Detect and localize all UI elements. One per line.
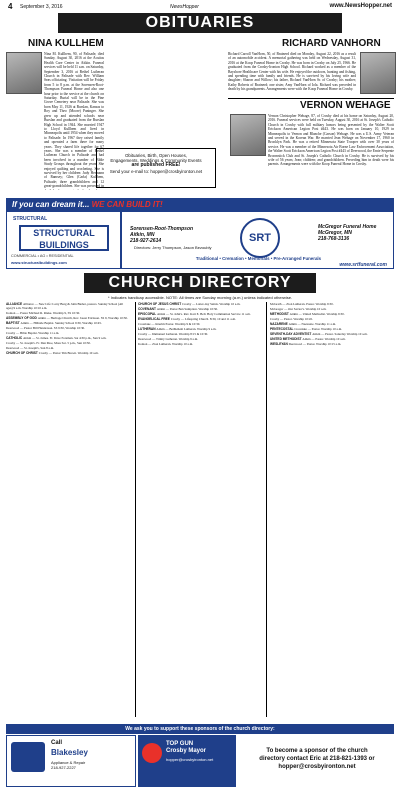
obituary-text-1: Nina M. Kullhem, 90, of Palisade, died Sunday, August 30, 2016 at the Acuitas Health Care Center in Aitkin. Funeral services will be held 11 a.m. on Saturday, September 3, 2016 at Bethel Lutheran Church in Palisade with Rev. William Seas officiating. Visitation will be Friday from 5 to 8 p.m. at the Sorensen-Root-Thompson Funeral Home and also one hour prior to the service at the church on Saturday. Burial will be in the Pine Grove Cemetery near Palisade. She was born May 11, 1926 at Burslan, Kansas to Roy and Theo (Moore) Paninger. She grew up and attended schools near Burslan and graduated from the Burslan High School in 1944. She married 1947 to Lloyd Kullhem and lived in Minneapolis until 1954 when they moved to Palisade. In 1967 they raised family and operated a farm there for many years. They shared life together for 67 years. She was a member of Bethel Lutheran Church in Palisade and had been involved in a number of Bible Study Groups throughout the years. She enjoyed quilting and crocheting. She is survived by her children: Judy Hermann of Ramsey; Glen (Carla) Kullhem, Palisade; three grandchildren and 12 great-grandchildren. She was preceded in xyxy=(44,52,104,189)
church-category: CHURCH OF JESUS CHRIST xyxy=(138,302,183,306)
sponsor-1-phone: 218-927-2227 xyxy=(51,765,76,770)
church-entry xyxy=(138,332,262,336)
church-listing: Deerwood — Pastor. Worship 10:15 a.m. xyxy=(288,342,342,346)
sponsor-top-gun[interactable] xyxy=(138,735,236,787)
church-listing: Crosby — Lifespring Church. 8:30, 10 and 11 a.m. xyxy=(170,317,236,321)
structural-logo: STRUCTURAL BUILDINGS xyxy=(19,225,109,251)
structural-website[interactable]: www.structuralbuildings.com xyxy=(11,260,67,265)
church-entry xyxy=(270,327,394,331)
church-category: ASSEMBLY OF GOD xyxy=(6,316,38,320)
sponsor-2-name: TOP GUN xyxy=(166,741,194,747)
website-link[interactable]: www.NewsHopper.net xyxy=(329,3,392,9)
church-listing: Crosslake — Pastor. Worship 10 a.m. xyxy=(294,327,342,331)
church-entry xyxy=(6,302,130,310)
church-listing: McGregor — Our Savior's. Worship 10 a.m. xyxy=(270,307,327,311)
church-category: ALLIANCE xyxy=(6,302,23,306)
structural-ad[interactable] xyxy=(6,211,121,269)
church-category: NAZARENE xyxy=(270,322,289,326)
sponsor-bar: We ask you to support these sponsors of the church directory: xyxy=(6,724,394,734)
church-category: BAPTIST xyxy=(6,321,21,325)
sponsor-cta-email[interactable]: hopper@crosbyironton.net xyxy=(278,764,356,770)
church-column-2 xyxy=(138,302,262,717)
church-category: CHURCH OF CHRIST xyxy=(6,351,39,355)
church-listing: Ironton — Zion Lutheran. Worship 10 a.m. xyxy=(138,342,194,346)
sponsor-1-details xyxy=(51,760,85,770)
church-category: METHODIST xyxy=(270,312,290,316)
church-listing: Crosby — Pastor Tim Brown. Worship 10 a.m. xyxy=(38,351,99,355)
church-listing: Aitkin — Pastor. Worship 10 a.m. xyxy=(302,337,346,341)
ad-strip-highlight: WE CAN BUILD IT! xyxy=(91,200,163,209)
church-listing: Aitkin — Pastor. Saturday Worship 10 a.m. xyxy=(312,332,368,336)
sponsor-cta-2: directory contact Eric at 218-821-1393 or xyxy=(259,756,375,762)
church-category: UNITED METHODIST xyxy=(270,337,303,341)
church-entry xyxy=(270,312,394,316)
church-entry xyxy=(138,317,262,321)
church-listing: Aitkin — Pastor Ben Sumption. Worship 10:30. xyxy=(156,307,218,311)
church-category: SEVENTH-DAY ADVENTIST xyxy=(270,332,313,336)
church-category: EVANGELICAL FREE xyxy=(138,317,171,321)
church-category: LUTHERAN xyxy=(138,327,157,331)
submit-notice xyxy=(96,148,216,188)
obituary-text-3: Vernon Christopher Wehage, 87, of Crosby died at his home on Saturday, August 20, 2016. Funeral services were held on Tuesday, August 30, 2016 at St. Joseph's Catholic Church in Crosby with full military honors being presented by the Walter Scott Erickson American Legion Post #443. He was born on January 10, 1929 in Minneapolis to Vernon and Blanche (Carson) Wehage. He was a U.S. Army Veteran and served in the Korean War. He married Jean Wehage on November 17, 1960 in Brooklyn Park. He was a retired Minnesota State Trooper with over 30 years of service. He was a member of the Minnesota Air Borne Law Enforcement Association, the Walter Scott Erickson American Legion Post #443 of Deerwood, the Ernie Serpente Broomstick Club and St. Joseph's Catholic Church in Crosby. He is survived by his wife of 56 years; Jean; children; and grandchildren. Preceding him in death were his parents. Arrangements were with the Koop Funeral Home in Crosby. xyxy=(268,114,394,167)
obituary-name-2: RICHARD VANHORN xyxy=(282,38,381,49)
church-listing: Crosby — Bible Baptist. Worship 11 a.m. xyxy=(6,331,60,335)
obituary-name-3: VERNON WEHAGE xyxy=(300,100,391,111)
church-entry xyxy=(138,342,262,346)
column-divider xyxy=(266,302,267,717)
funeral-right-phone: 218-768-3136 xyxy=(318,236,350,242)
ad-strip xyxy=(6,198,394,211)
church-category: PENTECOSTAL xyxy=(270,327,295,331)
submit-line-2: Engagements, Weddings & Community Events xyxy=(110,158,202,164)
church-listing: Crosby — Pastor. Worship 10:45. xyxy=(270,317,313,321)
church-column-3 xyxy=(270,302,394,717)
sponsor-cta-1: To become a sponsor of the church xyxy=(266,748,368,754)
church-category: CATHOLIC xyxy=(6,336,24,340)
funeral-left xyxy=(130,226,193,244)
page-number: 4 xyxy=(8,2,13,11)
church-listing: Aitkin — Bethlehem Lutheran. Worship 9 a.m. xyxy=(156,327,217,331)
sponsor-2-sub: Crosby Mayor xyxy=(166,748,207,754)
church-entry xyxy=(270,342,394,346)
church-category: COVENANT xyxy=(138,307,157,311)
submit-email[interactable]: Send your e-mail to: hopper@crosbyironton.net xyxy=(109,168,203,174)
church-listing: Alliance — New Life: Larry Burg & John Bieber, pastors. Sunday School (All ages) 9 a.m. Worship 10:10 a.m. xyxy=(6,302,124,310)
church-listing: Deerwood — Pastor Bill Henderson. SS 9:30, Worship 10:30. xyxy=(6,326,85,330)
church-listing: Crosby — St. Joseph's. Fr. Dan Moe, Mass Sat. 5 p.m., Sun 10:30. xyxy=(6,341,91,345)
submit-line-3: are published FREE! xyxy=(131,162,181,169)
church-entry xyxy=(6,311,130,315)
church-column-1 xyxy=(6,302,130,717)
column-divider xyxy=(135,302,136,717)
badge-icon xyxy=(142,743,162,763)
issue-date: September 3, 2016 xyxy=(20,4,63,10)
obituary-text-2: Richard Carroll VanHorn, 50, of Brainerd died on Monday, August 22, 2016 as a result of an automobile accident. A memorial gathering was held on Wednesday, August 31, 2016 at the Koop Funeral Home in Crosby. He was born in Crosby on July 25, 1966. He graduated from the Crosby-Ironton High School. Richard worked as a member of the Bayshore Healthcare Center with his wife. He enjoyed the outdoors, hunting and fishing, and spending time with family and friends. He is survived by his loving wife and daughter; Sharon and Willow; his father, Richard VanHorn Sr. of Crosby; his mother; Kathy Roberts of Brainerd; one sister, Amy VanHorn of Iola. Richard was preceded in death by his grandparents. Arrangements were with the Koop Funeral Home in Crosby. xyxy=(228,52,356,92)
church-listing: Deerwood — St. Joseph's, Sun 8 a.m. xyxy=(6,346,55,350)
church-directory-banner: CHURCH DIRECTORY xyxy=(84,273,316,293)
church-entry xyxy=(270,302,394,306)
church-entry xyxy=(270,332,394,336)
ad-strip-text: If you can dream it... xyxy=(12,200,90,209)
church-listing: Crosby — Latter-day Saints. Worship 10 a.m. xyxy=(182,302,241,306)
church-note: * Indicates handicap accessible. NOTE: All times are Sunday morning (a.m.) unless indicated otherwise. xyxy=(107,295,293,300)
obituary-photo-3 xyxy=(230,114,266,156)
obituary-name-1: NINA KULLHEM xyxy=(28,38,104,49)
funeral-directors: Directors: Jerry Thompson, Jason Bezoubly xyxy=(134,245,212,250)
church-entry xyxy=(270,307,394,311)
church-entry xyxy=(138,312,262,316)
church-entry xyxy=(6,331,130,335)
church-entry xyxy=(138,337,262,341)
church-entry xyxy=(6,351,130,355)
obituaries-banner: OBITUARIES xyxy=(58,13,342,33)
church-listing: McGrath — Zion Lutheran. Pastor. Worship 9:30. xyxy=(270,302,334,306)
sponsor-2-title xyxy=(166,741,206,755)
funeral-left-name: Sorensen-Root-Thompson xyxy=(130,226,194,232)
church-entry xyxy=(6,341,130,345)
divider xyxy=(228,98,394,99)
church-entry xyxy=(6,326,130,330)
church-entry xyxy=(6,316,130,320)
funeral-website[interactable]: www.srtfuneral.com xyxy=(339,262,387,268)
church-listing: Aitkin — Nazarene. Worship 11 a.m. xyxy=(288,322,336,326)
funeral-left-phone: 218-927-2614 xyxy=(130,238,162,244)
sponsor-1-call: Call xyxy=(51,740,63,746)
church-category: WESLEYAN xyxy=(270,342,289,346)
funeral-right-city: McGregor, MN xyxy=(318,230,352,236)
funeral-services: Traditional • Cremation • Memorials • Pre-Arranged Funerals xyxy=(195,256,322,261)
church-entry xyxy=(270,337,394,341)
funeral-ad[interactable] xyxy=(121,211,394,269)
paper-name: NewsHopper xyxy=(170,4,199,10)
funeral-left-city: Aitkin, MN xyxy=(130,232,155,238)
sponsor-1-desc: Appliance & Repair xyxy=(51,760,86,765)
srt-logo: SRT xyxy=(240,218,280,258)
church-entry xyxy=(6,321,130,325)
obituary-text-1-cont xyxy=(108,52,224,142)
appliance-icon xyxy=(11,742,45,772)
church-entry xyxy=(138,307,262,311)
become-sponsor xyxy=(240,735,394,787)
page-header xyxy=(0,0,400,12)
funeral-right-name: McGregor Funeral Home xyxy=(318,224,377,230)
church-listing: Deerwood — Trinity Lutheran. Worship 9 a.m. xyxy=(138,337,198,341)
church-category: EPISCOPAL xyxy=(138,312,158,316)
church-entry xyxy=(138,322,262,326)
submit-line-1: Obituaries, Birth, Open Houses, xyxy=(125,153,187,158)
church-listing: Aitkin — St. John's. Rev. Kari E. Bell. Holy Communion Service 11 a.m. xyxy=(157,312,251,316)
church-listing: Aitkin — United Methodist. Worship 9:30. xyxy=(289,312,345,316)
church-listing: Aitkin — Heritage Church, Rev. Jason Erickson. SS 9, Worship 10:30. xyxy=(37,316,128,320)
structural-line1: COMMERCIAL • AG • RESIDENTIAL xyxy=(11,254,74,258)
sponsor-2-email: hopper@crosbyironton.net xyxy=(166,757,214,762)
obituary-photo-2 xyxy=(360,52,396,94)
sponsor-1-name: Blakesley xyxy=(51,748,88,757)
sponsor-blakesley[interactable] xyxy=(6,735,136,787)
church-listing: Aitkin — Hillside Baptist. Sunday School 9:30, Worship 10:45. xyxy=(20,321,102,325)
church-entry xyxy=(6,346,130,350)
church-entry xyxy=(6,336,130,340)
church-listing: Crosby — Immanuel Lutheran. Worship 8:15 & 10:30. xyxy=(138,332,209,336)
church-listing: Ironton — Pastor Michael R. Rieke. Worship 9, SS 10:30. xyxy=(6,311,80,315)
structural-top: STRUCTURAL xyxy=(13,216,48,222)
church-entry xyxy=(270,317,394,321)
obituary-photo-1 xyxy=(6,52,42,94)
church-listing: Aitkin — St. James. Fr. Dave Forsman. Sat 4:30 p.m., Sun 9 a.m. xyxy=(23,336,107,340)
church-entry xyxy=(138,302,262,306)
church-entry xyxy=(270,322,394,326)
church-listing: Crosslake — Interim Pastor. Worship 9 & 10:30. xyxy=(138,322,201,326)
church-entry xyxy=(138,327,262,331)
funeral-right xyxy=(318,224,376,242)
